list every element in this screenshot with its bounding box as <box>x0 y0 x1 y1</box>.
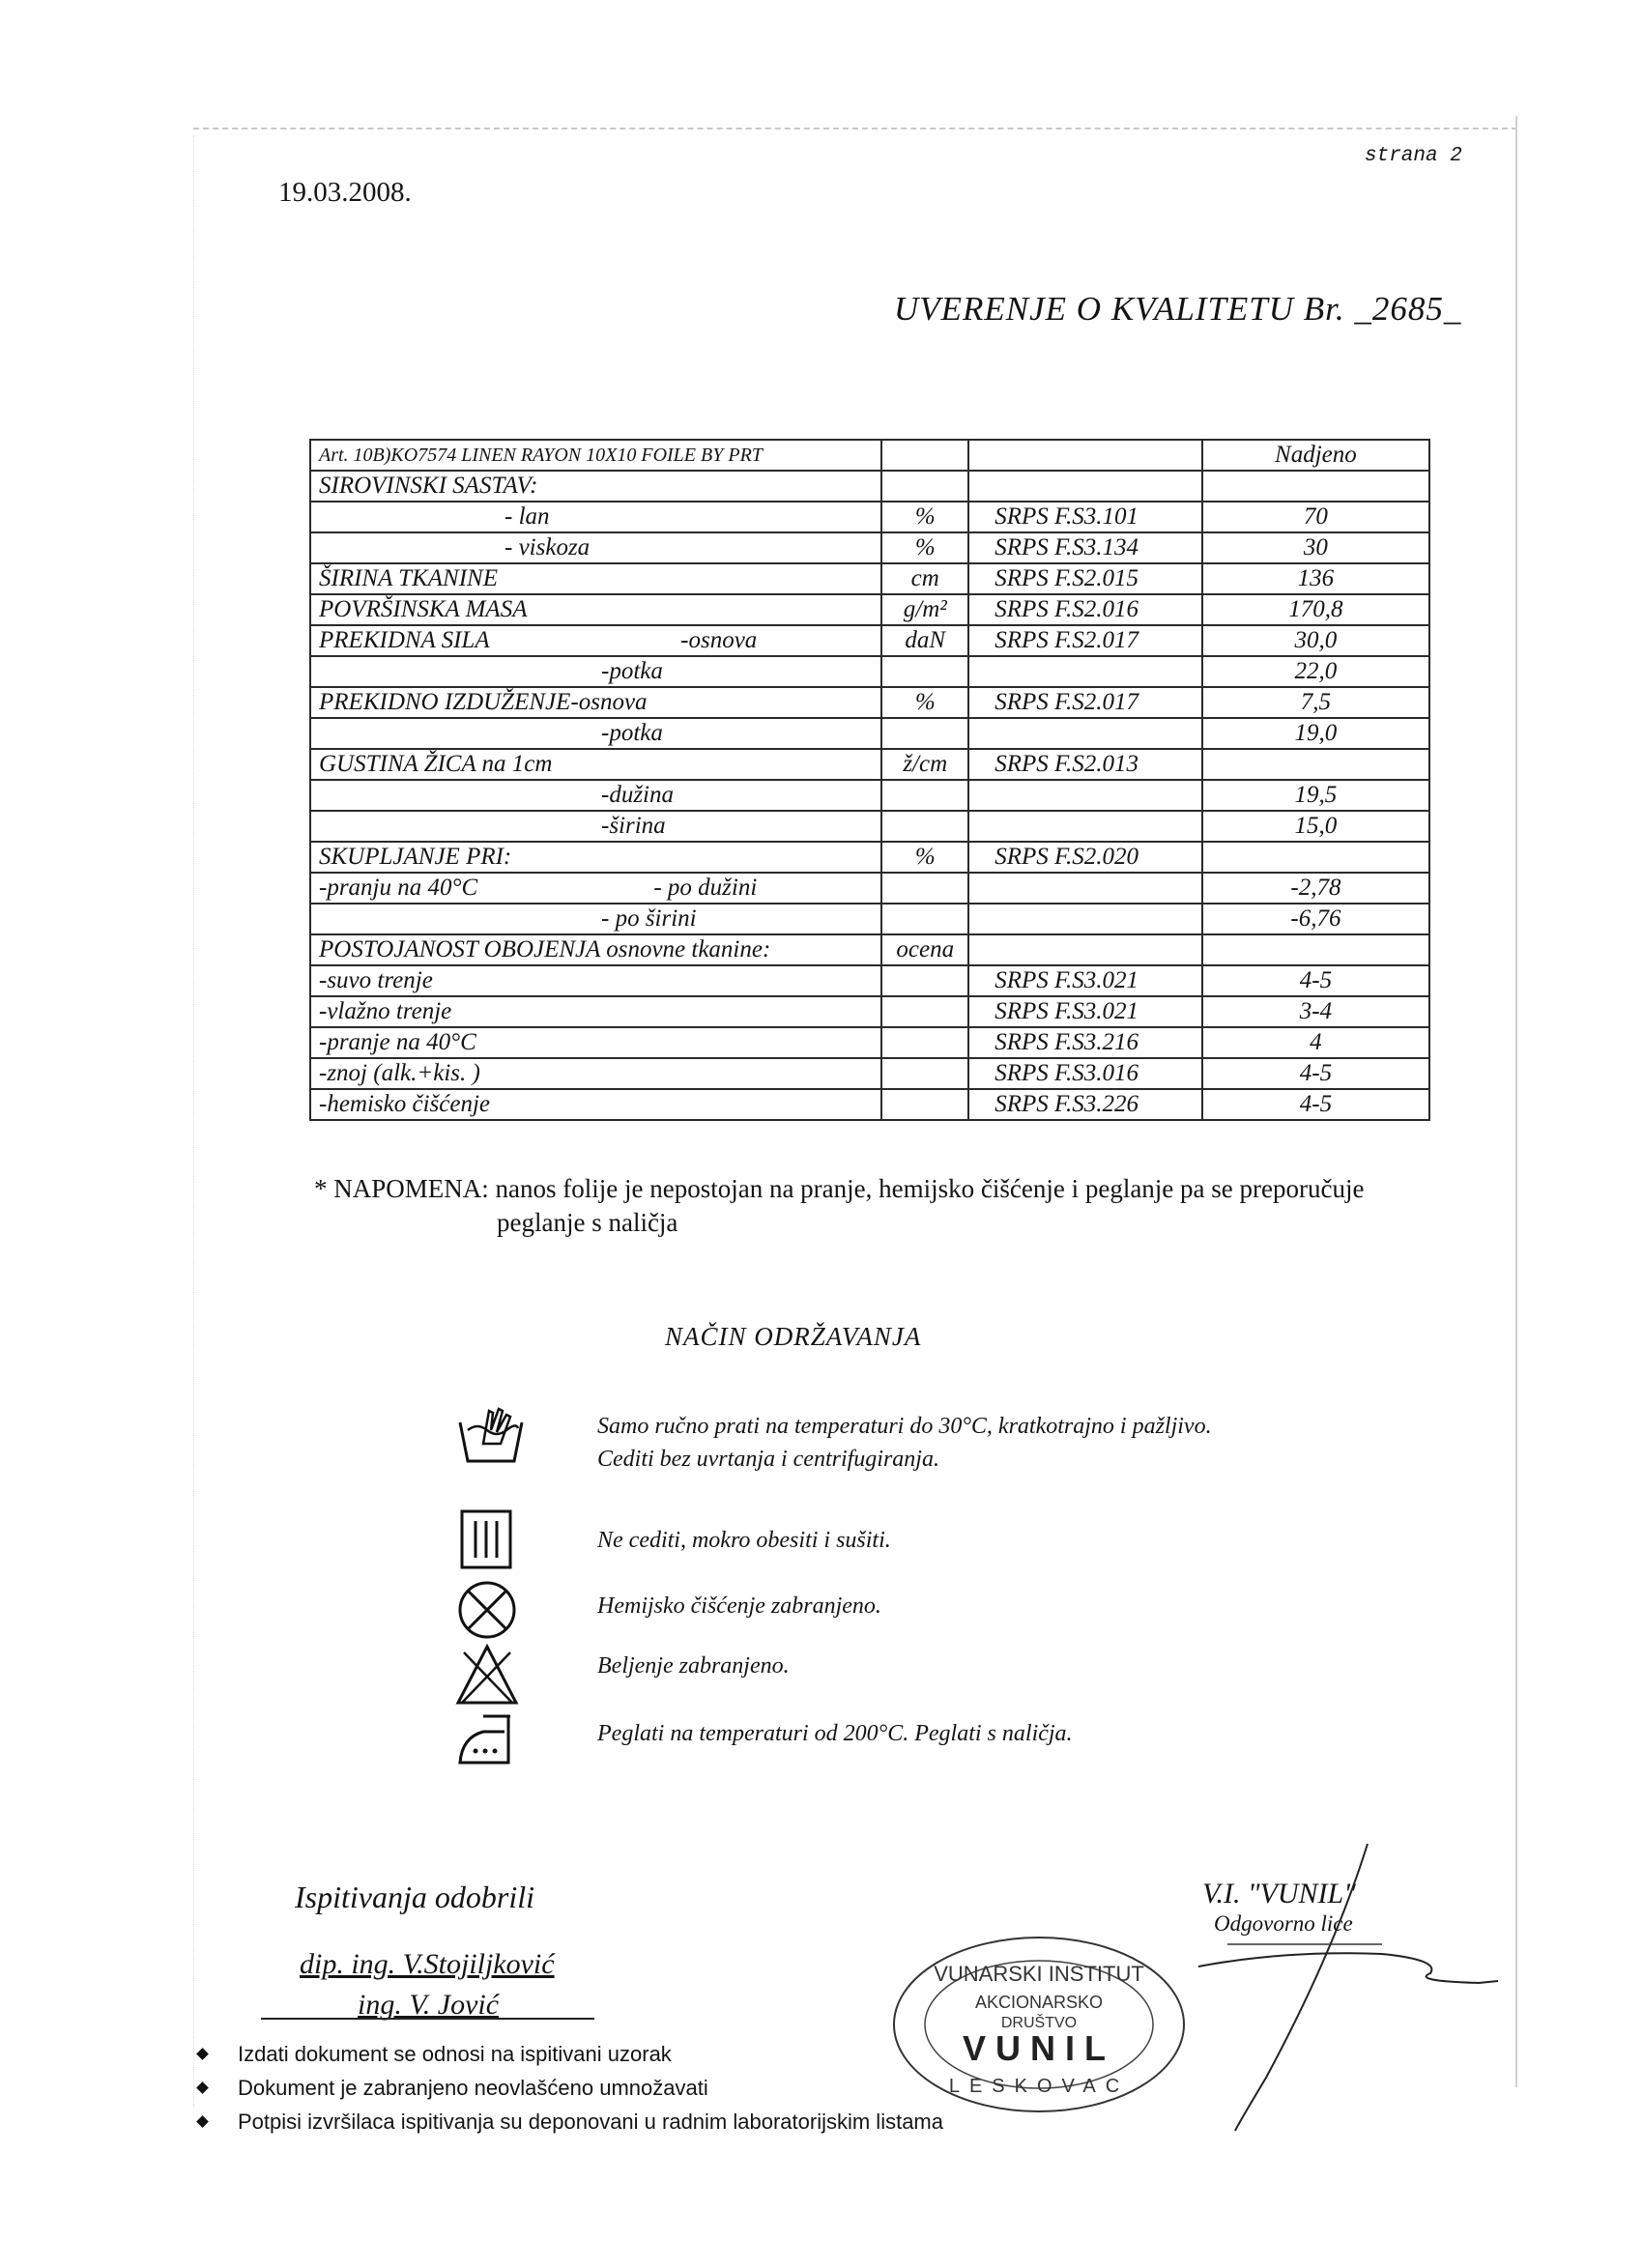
footer-notes <box>198 2037 943 2139</box>
table-row <box>310 594 1429 625</box>
row-standard: SRPS F.S2.020 <box>968 842 1202 873</box>
row-label: SIROVINSKI SASTAV: <box>310 471 881 502</box>
row-unit <box>881 873 968 904</box>
row-result: 4-5 <box>1202 965 1429 996</box>
row-label: -potka <box>310 656 881 687</box>
care-text-dry-clean: Hemijsko čišćenje zabranjeno. <box>597 1593 881 1619</box>
row-result: 15,0 <box>1202 811 1429 842</box>
care-text-drip-dry: Ne cediti, mokro obesiti i sušiti. <box>597 1528 891 1553</box>
table-row <box>310 780 1429 811</box>
row-standard: SRPS F.S3.226 <box>968 1089 1202 1120</box>
row-label: -širina <box>310 811 881 842</box>
row-label: SKUPLJANJE PRI: <box>310 842 881 873</box>
page-border-left <box>193 135 194 2107</box>
table-row <box>310 532 1429 563</box>
row-result: 30,0 <box>1202 625 1429 656</box>
row-unit <box>881 656 968 687</box>
table-row <box>310 934 1429 965</box>
table-row <box>310 842 1429 873</box>
row-result: 22,0 <box>1202 656 1429 687</box>
table-row <box>310 1027 1429 1058</box>
row-unit <box>881 811 968 842</box>
page-border-right <box>1515 116 1517 2087</box>
row-result: 4-5 <box>1202 1089 1429 1120</box>
table-row <box>310 471 1429 502</box>
table-row <box>310 502 1429 532</box>
row-result: 136 <box>1202 563 1429 594</box>
hand-wash-icon <box>454 1401 532 1469</box>
row-unit <box>881 718 968 749</box>
footer-note: Potpisi izvršilaca ispitivanja su deponovani u radnim laboratorijskim listama <box>198 2105 943 2139</box>
row-label: POSTOJANOST OBOJENJA osnovne tkanine: <box>310 934 881 965</box>
table-row <box>310 873 1429 904</box>
row-standard: SRPS F.S3.134 <box>968 532 1202 563</box>
row-label: -potka <box>310 718 881 749</box>
row-label: - viskoza <box>310 532 881 563</box>
table-row <box>310 1058 1429 1089</box>
row-unit: % <box>881 842 968 873</box>
bullet-diamond-icon <box>196 2115 209 2128</box>
note-line1: * NAPOMENA: nanos folije je nepostojan na pranje, hemijsko čišćenje i peglanje pa se preporučuje <box>314 1174 1365 1203</box>
row-standard: SRPS F.S3.101 <box>968 502 1202 532</box>
row-result: 19,5 <box>1202 780 1429 811</box>
row-result: 19,0 <box>1202 718 1429 749</box>
row-standard: SRPS F.S2.013 <box>968 749 1202 780</box>
row-unit: cm <box>881 563 968 594</box>
row-standard <box>968 873 1202 904</box>
table-row <box>310 749 1429 780</box>
table-row <box>310 625 1429 656</box>
row-result: 70 <box>1202 502 1429 532</box>
quality-table <box>309 439 1430 1121</box>
care-text-iron: Peglati na temperaturi od 200°C. Peglati s naličja. <box>597 1721 1073 1746</box>
row-standard: SRPS F.S2.017 <box>968 625 1202 656</box>
row-standard: SRPS F.S3.021 <box>968 996 1202 1027</box>
row-result <box>1202 842 1429 873</box>
row-standard <box>968 656 1202 687</box>
no-bleach-icon <box>454 1643 532 1710</box>
stamp-line2: DRUŠTVO <box>1000 2015 1078 2031</box>
responsible-person: Odgovorno lice <box>1214 1911 1353 1936</box>
row-label: ŠIRINA TKANINE <box>310 563 881 594</box>
page-border-top <box>193 128 1517 129</box>
row-unit <box>881 1027 968 1058</box>
row-unit: g/m² <box>881 594 968 625</box>
row-standard: SRPS F.S3.016 <box>968 1058 1202 1089</box>
care-text-hand-wash <box>597 1410 1212 1476</box>
signer-1: dip. ing. V.Stojiljković <box>300 1948 555 1980</box>
table-header-row <box>310 440 1429 471</box>
note-line2: peglanje s naličja <box>497 1208 678 1237</box>
institute-name: V.I. "VUNIL" <box>1202 1878 1356 1909</box>
row-label: -pranju na 40°C - po dužini <box>310 873 881 904</box>
row-result: 4-5 <box>1202 1058 1429 1089</box>
stamp-name: VUNIL <box>963 2028 1115 2068</box>
care-text-line: Samo ručno prati na temperaturi do 30°C, kratkotrajno i pažljivo. <box>597 1414 1212 1439</box>
stamp-line1: AKCIONARSKO <box>974 1993 1104 2012</box>
row-result: -6,76 <box>1202 904 1429 934</box>
row-label: -znoj (alk.+kis. ) <box>310 1058 881 1089</box>
row-standard <box>968 904 1202 934</box>
row-standard <box>968 718 1202 749</box>
row-result: 3-4 <box>1202 996 1429 1027</box>
document-date: 19.03.2008. <box>278 177 412 208</box>
row-standard <box>968 471 1202 502</box>
row-unit <box>881 471 968 502</box>
row-result <box>1202 749 1429 780</box>
approved-title: Ispitivanja odobrili <box>295 1880 534 1914</box>
row-standard <box>968 780 1202 811</box>
table-row <box>310 563 1429 594</box>
signature-line <box>261 2018 594 2020</box>
row-label: PREKIDNA SILA -osnova <box>310 625 881 656</box>
row-unit <box>881 780 968 811</box>
row-standard <box>968 811 1202 842</box>
row-result: 7,5 <box>1202 687 1429 718</box>
row-unit <box>881 1058 968 1089</box>
row-unit: ocena <box>881 934 968 965</box>
stamp-arc-bottom: LESKOVAC <box>948 2076 1130 2097</box>
row-label: GUSTINA ŽICA na 1cm <box>310 749 881 780</box>
row-standard <box>968 934 1202 965</box>
row-label: -suvo trenje <box>310 965 881 996</box>
row-standard: SRPS F.S3.021 <box>968 965 1202 996</box>
row-result: 170,8 <box>1202 594 1429 625</box>
row-unit <box>881 965 968 996</box>
row-label: - lan <box>310 502 881 532</box>
care-text-bleach: Beljenje zabranjeno. <box>597 1653 790 1679</box>
row-unit: % <box>881 532 968 563</box>
found-header: Nadjeno <box>1202 440 1429 471</box>
row-standard: SRPS F.S3.216 <box>968 1027 1202 1058</box>
row-unit: % <box>881 502 968 532</box>
row-unit: daN <box>881 625 968 656</box>
iron-hot-icon <box>454 1708 532 1776</box>
row-standard: SRPS F.S2.017 <box>968 687 1202 718</box>
row-label: -pranje na 40°C <box>310 1027 881 1058</box>
row-label: POVRŠINSKA MASA <box>310 594 881 625</box>
care-title: NAČIN ODRŽAVANJA <box>665 1322 922 1351</box>
row-label: -dužina <box>310 780 881 811</box>
drip-dry-icon <box>454 1507 532 1575</box>
signer-2: ing. V. Jović <box>358 1989 500 2021</box>
row-label: -hemisko čišćenje <box>310 1089 881 1120</box>
table-row <box>310 718 1429 749</box>
row-result <box>1202 471 1429 502</box>
row-label: PREKIDNO IZDUŽENJE-osnova <box>310 687 881 718</box>
row-label: -vlažno trenje <box>310 996 881 1027</box>
row-unit <box>881 1089 968 1120</box>
document-title: UVERENJE O KVALITETU Br. _2685_ <box>894 290 1462 328</box>
bullet-diamond-icon <box>196 2081 209 2094</box>
row-unit: % <box>881 687 968 718</box>
row-unit <box>881 904 968 934</box>
care-text-line: Cediti bez uvrtanja i centrifugiranja. <box>597 1447 939 1472</box>
table-row <box>310 965 1429 996</box>
row-result: 4 <box>1202 1027 1429 1058</box>
row-standard: SRPS F.S2.016 <box>968 594 1202 625</box>
row-unit <box>881 996 968 1027</box>
footer-note: Izdati dokument se odnosi na ispitivani uzorak <box>198 2037 943 2071</box>
row-result: 30 <box>1202 532 1429 563</box>
bullet-diamond-icon <box>196 2048 209 2060</box>
table-row <box>310 656 1429 687</box>
table-row <box>310 904 1429 934</box>
row-unit: ž/cm <box>881 749 968 780</box>
table-row <box>310 1089 1429 1120</box>
page-number: strana 2 <box>1365 145 1462 167</box>
stamp-arc-top: VUNARSKI INSTITUT <box>934 1962 1144 1986</box>
article-cell: Art. 10B)KO7574 LINEN RAYON 10X10 FOILE BY PRT <box>310 440 881 471</box>
table-row <box>310 996 1429 1027</box>
row-label: - po širini <box>310 904 881 934</box>
table-row <box>310 811 1429 842</box>
no-dry-clean-icon <box>454 1577 532 1645</box>
footer-note: Dokument je zabranjeno neovlašćeno umnožavati <box>198 2071 943 2105</box>
row-result: -2,78 <box>1202 873 1429 904</box>
table-row <box>310 687 1429 718</box>
row-standard: SRPS F.S2.015 <box>968 563 1202 594</box>
row-result <box>1202 934 1429 965</box>
